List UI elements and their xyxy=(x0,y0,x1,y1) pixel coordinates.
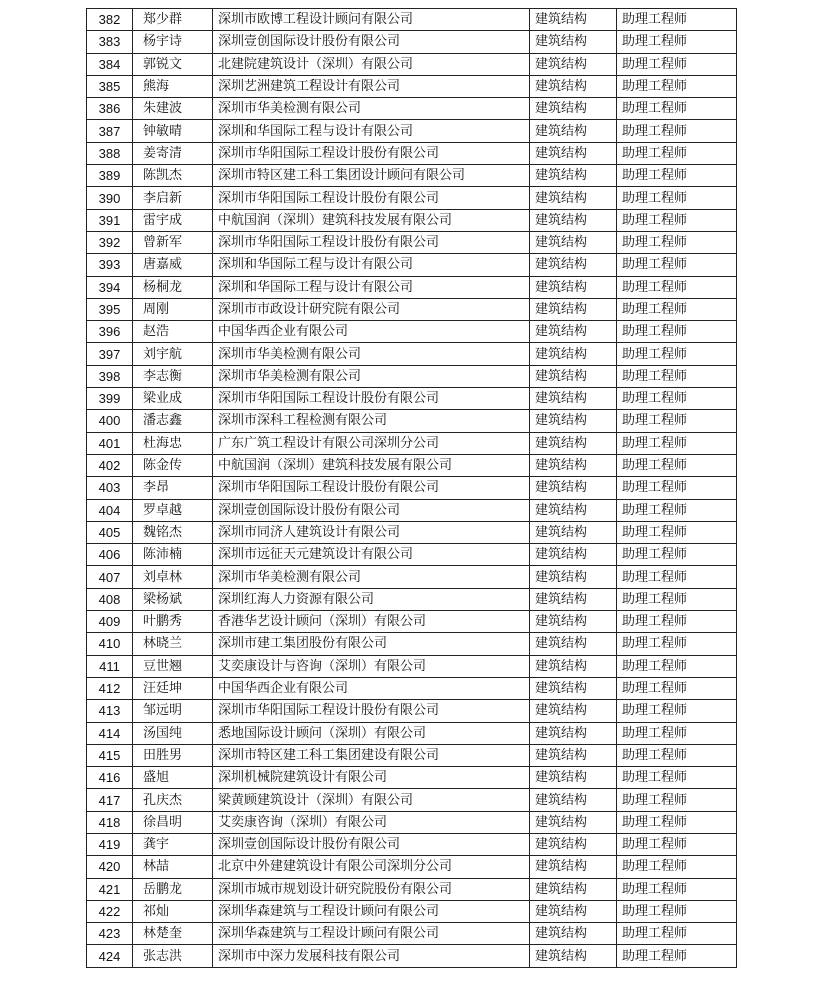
cell-number: 415 xyxy=(87,744,133,766)
cell-title: 助理工程师 xyxy=(617,789,737,811)
cell-specialty: 建筑结构 xyxy=(530,454,617,476)
cell-name: 熊海 xyxy=(133,75,213,97)
cell-specialty: 建筑结构 xyxy=(530,231,617,253)
cell-specialty: 建筑结构 xyxy=(530,209,617,231)
table-row xyxy=(87,209,737,231)
cell-number: 396 xyxy=(87,321,133,343)
table-row xyxy=(87,833,737,855)
cell-number: 388 xyxy=(87,142,133,164)
cell-specialty: 建筑结构 xyxy=(530,343,617,365)
cell-title: 助理工程师 xyxy=(617,900,737,922)
cell-specialty: 建筑结构 xyxy=(530,142,617,164)
cell-organization: 深圳和华国际工程与设计有限公司 xyxy=(213,254,530,276)
cell-title: 助理工程师 xyxy=(617,544,737,566)
cell-number: 420 xyxy=(87,856,133,878)
cell-name: 岳鹏龙 xyxy=(133,878,213,900)
cell-number: 419 xyxy=(87,833,133,855)
cell-title: 助理工程师 xyxy=(617,588,737,610)
table-row xyxy=(87,900,737,922)
cell-organization: 深圳市华美检测有限公司 xyxy=(213,566,530,588)
table-row xyxy=(87,700,737,722)
cell-name: 陈金传 xyxy=(133,454,213,476)
personnel-table xyxy=(86,8,737,968)
cell-organization: 梁黄顾建筑设计（深圳）有限公司 xyxy=(213,789,530,811)
cell-organization: 艾奕康设计与咨询（深圳）有限公司 xyxy=(213,655,530,677)
cell-specialty: 建筑结构 xyxy=(530,744,617,766)
cell-title: 助理工程师 xyxy=(617,700,737,722)
table-row xyxy=(87,298,737,320)
cell-name: 李昂 xyxy=(133,477,213,499)
cell-name: 林喆 xyxy=(133,856,213,878)
cell-organization: 深圳市特区建工科工集团设计顾问有限公司 xyxy=(213,165,530,187)
cell-title: 助理工程师 xyxy=(617,722,737,744)
cell-title: 助理工程师 xyxy=(617,31,737,53)
cell-number: 394 xyxy=(87,276,133,298)
cell-organization: 北建院建筑设计（深圳）有限公司 xyxy=(213,53,530,75)
cell-number: 417 xyxy=(87,789,133,811)
cell-specialty: 建筑结构 xyxy=(530,432,617,454)
cell-name: 罗卓越 xyxy=(133,499,213,521)
cell-number: 400 xyxy=(87,410,133,432)
cell-name: 赵浩 xyxy=(133,321,213,343)
table-row xyxy=(87,477,737,499)
cell-number: 405 xyxy=(87,521,133,543)
cell-organization: 深圳华森建筑与工程设计顾问有限公司 xyxy=(213,900,530,922)
cell-title: 助理工程师 xyxy=(617,120,737,142)
cell-specialty: 建筑结构 xyxy=(530,588,617,610)
cell-organization: 深圳机械院建筑设计有限公司 xyxy=(213,767,530,789)
cell-number: 407 xyxy=(87,566,133,588)
cell-specialty: 建筑结构 xyxy=(530,53,617,75)
table-body xyxy=(87,9,737,968)
cell-title: 助理工程师 xyxy=(617,388,737,410)
cell-organization: 广东广筑工程设计有限公司深圳分公司 xyxy=(213,432,530,454)
cell-organization: 深圳和华国际工程与设计有限公司 xyxy=(213,276,530,298)
cell-specialty: 建筑结构 xyxy=(530,789,617,811)
cell-specialty: 建筑结构 xyxy=(530,856,617,878)
cell-title: 助理工程师 xyxy=(617,833,737,855)
cell-organization: 深圳市欧博工程设计顾问有限公司 xyxy=(213,9,530,31)
cell-number: 423 xyxy=(87,923,133,945)
cell-specialty: 建筑结构 xyxy=(530,767,617,789)
cell-number: 398 xyxy=(87,365,133,387)
table-row xyxy=(87,811,737,833)
cell-name: 田胜男 xyxy=(133,744,213,766)
cell-name: 林晓兰 xyxy=(133,633,213,655)
cell-title: 助理工程师 xyxy=(617,298,737,320)
cell-name: 徐昌明 xyxy=(133,811,213,833)
cell-specialty: 建筑结构 xyxy=(530,298,617,320)
cell-name: 雷宇成 xyxy=(133,209,213,231)
cell-number: 386 xyxy=(87,98,133,120)
cell-specialty: 建筑结构 xyxy=(530,521,617,543)
cell-specialty: 建筑结构 xyxy=(530,900,617,922)
cell-number: 406 xyxy=(87,544,133,566)
cell-specialty: 建筑结构 xyxy=(530,722,617,744)
cell-organization: 艾奕康咨询（深圳）有限公司 xyxy=(213,811,530,833)
cell-specialty: 建筑结构 xyxy=(530,98,617,120)
cell-number: 382 xyxy=(87,9,133,31)
cell-organization: 中航国润（深圳）建筑科技发展有限公司 xyxy=(213,454,530,476)
cell-title: 助理工程师 xyxy=(617,878,737,900)
cell-specialty: 建筑结构 xyxy=(530,276,617,298)
cell-title: 助理工程师 xyxy=(617,142,737,164)
cell-organization: 深圳市中深力发展科技有限公司 xyxy=(213,945,530,967)
cell-number: 404 xyxy=(87,499,133,521)
cell-title: 助理工程师 xyxy=(617,923,737,945)
cell-number: 416 xyxy=(87,767,133,789)
cell-title: 助理工程师 xyxy=(617,477,737,499)
table-row xyxy=(87,75,737,97)
table-row xyxy=(87,767,737,789)
table-row xyxy=(87,499,737,521)
cell-title: 助理工程师 xyxy=(617,254,737,276)
cell-title: 助理工程师 xyxy=(617,165,737,187)
cell-name: 梁杨斌 xyxy=(133,588,213,610)
cell-organization: 深圳艺洲建筑工程设计有限公司 xyxy=(213,75,530,97)
cell-organization: 深圳市华美检测有限公司 xyxy=(213,365,530,387)
cell-organization: 北京中外建建筑设计有限公司深圳分公司 xyxy=(213,856,530,878)
cell-name: 姜寄清 xyxy=(133,142,213,164)
cell-title: 助理工程师 xyxy=(617,499,737,521)
cell-title: 助理工程师 xyxy=(617,566,737,588)
cell-title: 助理工程师 xyxy=(617,454,737,476)
cell-name: 祁灿 xyxy=(133,900,213,922)
cell-number: 422 xyxy=(87,900,133,922)
cell-number: 385 xyxy=(87,75,133,97)
cell-name: 林楚奎 xyxy=(133,923,213,945)
table-row xyxy=(87,611,737,633)
cell-organization: 深圳市华阳国际工程设计股份有限公司 xyxy=(213,187,530,209)
table-row xyxy=(87,142,737,164)
cell-title: 助理工程师 xyxy=(617,767,737,789)
cell-number: 384 xyxy=(87,53,133,75)
cell-organization: 深圳市华阳国际工程设计股份有限公司 xyxy=(213,231,530,253)
cell-name: 刘宇航 xyxy=(133,343,213,365)
cell-name: 潘志鑫 xyxy=(133,410,213,432)
cell-specialty: 建筑结构 xyxy=(530,633,617,655)
cell-number: 387 xyxy=(87,120,133,142)
cell-name: 刘卓林 xyxy=(133,566,213,588)
cell-title: 助理工程师 xyxy=(617,611,737,633)
cell-title: 助理工程师 xyxy=(617,209,737,231)
table-row xyxy=(87,789,737,811)
cell-organization: 深圳市同济人建筑设计有限公司 xyxy=(213,521,530,543)
table-row xyxy=(87,53,737,75)
cell-organization: 深圳市建工集团股份有限公司 xyxy=(213,633,530,655)
cell-title: 助理工程师 xyxy=(617,276,737,298)
cell-organization: 香港华艺设计顾问（深圳）有限公司 xyxy=(213,611,530,633)
cell-name: 周刚 xyxy=(133,298,213,320)
table-row xyxy=(87,722,737,744)
cell-name: 唐嘉威 xyxy=(133,254,213,276)
cell-title: 助理工程师 xyxy=(617,655,737,677)
cell-number: 392 xyxy=(87,231,133,253)
cell-title: 助理工程师 xyxy=(617,365,737,387)
cell-title: 助理工程师 xyxy=(617,53,737,75)
cell-name: 曾新军 xyxy=(133,231,213,253)
cell-organization: 深圳市远征天元建筑设计有限公司 xyxy=(213,544,530,566)
cell-organization: 深圳市城市规划设计研究院股份有限公司 xyxy=(213,878,530,900)
cell-organization: 深圳红海人力资源有限公司 xyxy=(213,588,530,610)
cell-title: 助理工程师 xyxy=(617,187,737,209)
cell-specialty: 建筑结构 xyxy=(530,165,617,187)
cell-specialty: 建筑结构 xyxy=(530,120,617,142)
cell-name: 杜海忠 xyxy=(133,432,213,454)
cell-organization: 悉地国际设计顾问（深圳）有限公司 xyxy=(213,722,530,744)
cell-organization: 深圳壹创国际设计股份有限公司 xyxy=(213,31,530,53)
cell-title: 助理工程师 xyxy=(617,521,737,543)
cell-number: 421 xyxy=(87,878,133,900)
table-row xyxy=(87,231,737,253)
cell-name: 龚宇 xyxy=(133,833,213,855)
cell-specialty: 建筑结构 xyxy=(530,566,617,588)
table-row xyxy=(87,878,737,900)
table-row xyxy=(87,98,737,120)
cell-number: 414 xyxy=(87,722,133,744)
table-row xyxy=(87,544,737,566)
cell-name: 李志衡 xyxy=(133,365,213,387)
cell-number: 390 xyxy=(87,187,133,209)
cell-organization: 深圳市特区建工科工集团建设有限公司 xyxy=(213,744,530,766)
cell-name: 杨桐龙 xyxy=(133,276,213,298)
cell-specialty: 建筑结构 xyxy=(530,254,617,276)
cell-organization: 深圳市华阳国际工程设计股份有限公司 xyxy=(213,142,530,164)
cell-title: 助理工程师 xyxy=(617,856,737,878)
cell-name: 张志洪 xyxy=(133,945,213,967)
cell-title: 助理工程师 xyxy=(617,75,737,97)
cell-title: 助理工程师 xyxy=(617,744,737,766)
table-row xyxy=(87,566,737,588)
cell-specialty: 建筑结构 xyxy=(530,677,617,699)
table-row xyxy=(87,365,737,387)
cell-name: 陈沛楠 xyxy=(133,544,213,566)
table-row xyxy=(87,633,737,655)
cell-title: 助理工程师 xyxy=(617,945,737,967)
cell-number: 411 xyxy=(87,655,133,677)
table-row xyxy=(87,165,737,187)
table-row xyxy=(87,187,737,209)
cell-title: 助理工程师 xyxy=(617,321,737,343)
cell-name: 汪廷坤 xyxy=(133,677,213,699)
cell-number: 401 xyxy=(87,432,133,454)
cell-name: 钟敏晴 xyxy=(133,120,213,142)
cell-number: 410 xyxy=(87,633,133,655)
cell-specialty: 建筑结构 xyxy=(530,365,617,387)
table-row xyxy=(87,9,737,31)
cell-organization: 深圳壹创国际设计股份有限公司 xyxy=(213,833,530,855)
cell-organization: 深圳市市政设计研究院有限公司 xyxy=(213,298,530,320)
table-row xyxy=(87,521,737,543)
cell-name: 豆世翘 xyxy=(133,655,213,677)
cell-specialty: 建筑结构 xyxy=(530,187,617,209)
cell-title: 助理工程师 xyxy=(617,811,737,833)
cell-specialty: 建筑结构 xyxy=(530,75,617,97)
cell-number: 383 xyxy=(87,31,133,53)
table-row xyxy=(87,454,737,476)
table-row xyxy=(87,254,737,276)
cell-title: 助理工程师 xyxy=(617,343,737,365)
cell-name: 朱建波 xyxy=(133,98,213,120)
cell-number: 395 xyxy=(87,298,133,320)
table-row xyxy=(87,744,737,766)
cell-organization: 深圳市华美检测有限公司 xyxy=(213,98,530,120)
cell-specialty: 建筑结构 xyxy=(530,700,617,722)
cell-number: 402 xyxy=(87,454,133,476)
cell-specialty: 建筑结构 xyxy=(530,388,617,410)
cell-number: 413 xyxy=(87,700,133,722)
table-row xyxy=(87,677,737,699)
table-row xyxy=(87,388,737,410)
cell-number: 391 xyxy=(87,209,133,231)
table-row xyxy=(87,343,737,365)
cell-title: 助理工程师 xyxy=(617,677,737,699)
cell-number: 403 xyxy=(87,477,133,499)
cell-title: 助理工程师 xyxy=(617,410,737,432)
cell-number: 418 xyxy=(87,811,133,833)
cell-specialty: 建筑结构 xyxy=(530,410,617,432)
cell-number: 409 xyxy=(87,611,133,633)
cell-specialty: 建筑结构 xyxy=(530,9,617,31)
cell-specialty: 建筑结构 xyxy=(530,544,617,566)
cell-specialty: 建筑结构 xyxy=(530,878,617,900)
cell-name: 郑少群 xyxy=(133,9,213,31)
cell-organization: 中国华西企业有限公司 xyxy=(213,321,530,343)
cell-organization: 深圳市华阳国际工程设计股份有限公司 xyxy=(213,477,530,499)
cell-specialty: 建筑结构 xyxy=(530,945,617,967)
cell-name: 魏铭杰 xyxy=(133,521,213,543)
table-row xyxy=(87,945,737,967)
cell-name: 梁业成 xyxy=(133,388,213,410)
cell-organization: 深圳市华美检测有限公司 xyxy=(213,343,530,365)
cell-title: 助理工程师 xyxy=(617,231,737,253)
cell-name: 邹远明 xyxy=(133,700,213,722)
table-row xyxy=(87,856,737,878)
cell-specialty: 建筑结构 xyxy=(530,477,617,499)
cell-specialty: 建筑结构 xyxy=(530,655,617,677)
cell-number: 399 xyxy=(87,388,133,410)
table-row xyxy=(87,321,737,343)
cell-organization: 深圳市华阳国际工程设计股份有限公司 xyxy=(213,388,530,410)
table-row xyxy=(87,655,737,677)
cell-specialty: 建筑结构 xyxy=(530,31,617,53)
cell-name: 汤国纯 xyxy=(133,722,213,744)
table-row xyxy=(87,588,737,610)
cell-specialty: 建筑结构 xyxy=(530,499,617,521)
cell-number: 408 xyxy=(87,588,133,610)
table-row xyxy=(87,120,737,142)
cell-specialty: 建筑结构 xyxy=(530,833,617,855)
cell-organization: 深圳和华国际工程与设计有限公司 xyxy=(213,120,530,142)
cell-title: 助理工程师 xyxy=(617,633,737,655)
cell-number: 412 xyxy=(87,677,133,699)
cell-name: 杨宇诗 xyxy=(133,31,213,53)
cell-organization: 深圳市华阳国际工程设计股份有限公司 xyxy=(213,700,530,722)
cell-organization: 深圳市深科工程检测有限公司 xyxy=(213,410,530,432)
table-row xyxy=(87,31,737,53)
cell-number: 389 xyxy=(87,165,133,187)
cell-name: 叶鹏秀 xyxy=(133,611,213,633)
cell-name: 陈凯杰 xyxy=(133,165,213,187)
cell-name: 李启新 xyxy=(133,187,213,209)
cell-number: 393 xyxy=(87,254,133,276)
cell-specialty: 建筑结构 xyxy=(530,321,617,343)
table-row xyxy=(87,432,737,454)
cell-title: 助理工程师 xyxy=(617,432,737,454)
table-row xyxy=(87,410,737,432)
cell-organization: 深圳壹创国际设计股份有限公司 xyxy=(213,499,530,521)
cell-organization: 中航国润（深圳）建筑科技发展有限公司 xyxy=(213,209,530,231)
cell-number: 397 xyxy=(87,343,133,365)
cell-title: 助理工程师 xyxy=(617,9,737,31)
cell-specialty: 建筑结构 xyxy=(530,611,617,633)
cell-name: 孔庆杰 xyxy=(133,789,213,811)
cell-number: 424 xyxy=(87,945,133,967)
cell-name: 郭锐文 xyxy=(133,53,213,75)
table-row xyxy=(87,923,737,945)
cell-organization: 深圳华森建筑与工程设计顾问有限公司 xyxy=(213,923,530,945)
cell-specialty: 建筑结构 xyxy=(530,923,617,945)
cell-title: 助理工程师 xyxy=(617,98,737,120)
cell-specialty: 建筑结构 xyxy=(530,811,617,833)
cell-name: 盛旭 xyxy=(133,767,213,789)
table-row xyxy=(87,276,737,298)
cell-organization: 中国华西企业有限公司 xyxy=(213,677,530,699)
